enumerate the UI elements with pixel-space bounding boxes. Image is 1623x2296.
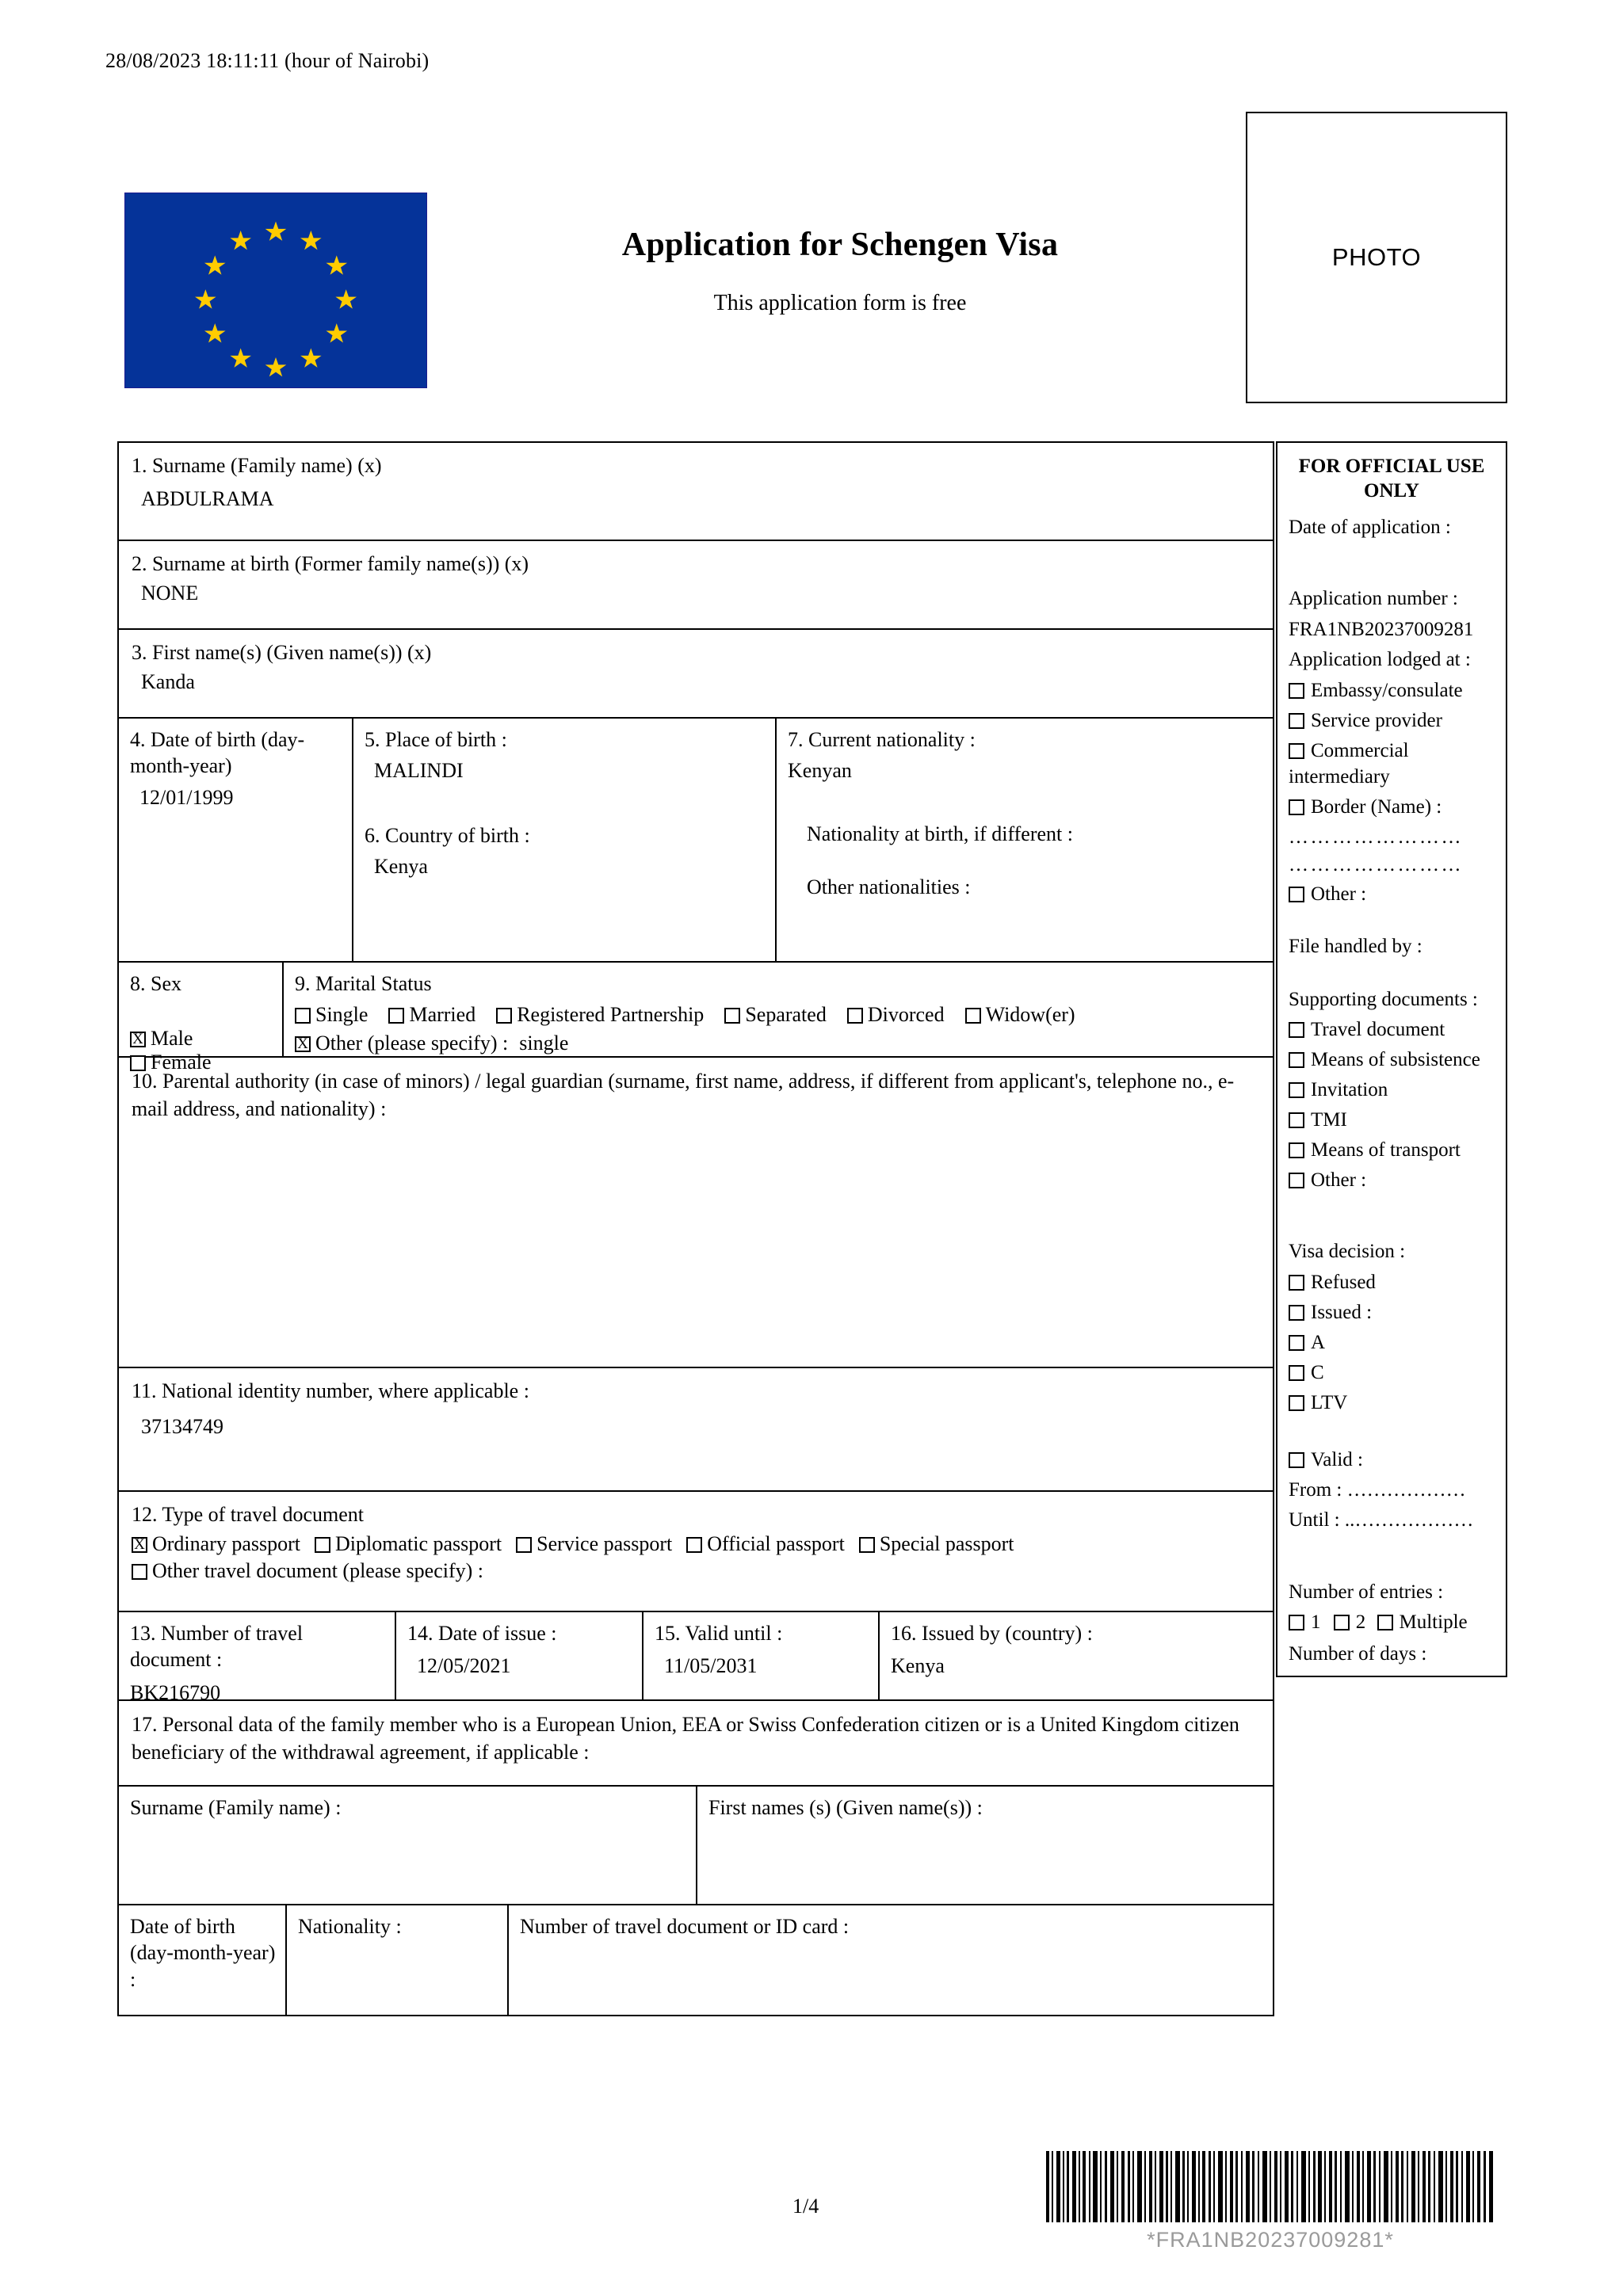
visa-decision-c-label: C	[1311, 1361, 1324, 1383]
visa-decision-refused-label: Refused	[1311, 1271, 1376, 1293]
field-2-label: 2. Surname at birth (Former family name(s)) (x)	[132, 552, 529, 575]
doc-option-ordinary-passport-label: Ordinary passport	[152, 1532, 301, 1556]
checkbox-widow-icon[interactable]	[965, 1008, 981, 1024]
field-14-value[interactable]: 12/05/2021	[417, 1654, 511, 1678]
checkbox-entries-1-icon[interactable]	[1289, 1615, 1304, 1630]
border-dotted-line-2[interactable]: ……………………	[1289, 853, 1463, 875]
checkbox-embassy-consulate-icon[interactable]	[1289, 683, 1304, 699]
support-option-travel-document-label: Travel document	[1311, 1019, 1445, 1040]
marital-option-divorced[interactable]	[847, 1003, 945, 1027]
field-16-cell	[880, 1612, 1273, 1699]
sex-option-male-label: Male	[151, 1027, 193, 1051]
doc-option-service-passport-label: Service passport	[537, 1532, 673, 1556]
checkbox-married-icon[interactable]	[388, 1008, 404, 1024]
doc-option-official-passport[interactable]	[686, 1532, 845, 1556]
visa-decision-c[interactable]	[1277, 1360, 1506, 1386]
field-5-label: 5. Place of birth :	[365, 728, 507, 751]
checkbox-visa-c-icon[interactable]	[1289, 1365, 1304, 1381]
checkbox-official-passport-icon[interactable]	[686, 1537, 702, 1553]
marital-option-married-label: Married	[409, 1003, 476, 1027]
checkbox-visa-a-icon[interactable]	[1289, 1335, 1304, 1351]
field-17-label: 17. Personal data of the family member who is a European Union, EEA or Swiss Confederation citizen or is a United Kingdom citizen beneficiary of the withdrawal agreement, if applicable :	[132, 1713, 1239, 1764]
application-number-value: FRA1NB20237009281	[1289, 618, 1474, 640]
fields-8-9-row	[119, 963, 1273, 1074]
other-nationalities-label: Other nationalities :	[807, 875, 971, 899]
checkbox-issued-icon[interactable]	[1289, 1305, 1304, 1321]
marital-other-value[interactable]: single	[519, 1032, 569, 1055]
field-10-label: 10. Parental authority (in case of minors) / legal guardian (surname, first name, address, if different from applicant's, telephone no., e-mail address, and nationality) :	[132, 1070, 1235, 1121]
field-4-label: 4. Date of birth (day-month-year)	[130, 728, 305, 778]
entries-option-multiple-label: Multiple	[1399, 1611, 1468, 1633]
checkbox-commercial-intermediary-icon[interactable]	[1289, 743, 1304, 759]
checkbox-entries-multiple-icon[interactable]	[1377, 1615, 1393, 1630]
field-13-value[interactable]: BK216790	[130, 1680, 221, 1704]
field-17-details-row	[119, 1905, 1273, 2015]
checkbox-other-travel-document-icon[interactable]	[132, 1564, 147, 1580]
checkbox-separated-icon[interactable]	[724, 1008, 740, 1024]
checkbox-lodged-other-icon[interactable]	[1289, 887, 1304, 902]
checkbox-means-of-transport-icon[interactable]	[1289, 1142, 1304, 1158]
lodged-option-commercial-intermediary[interactable]	[1277, 738, 1506, 790]
checkbox-invitation-icon[interactable]	[1289, 1082, 1304, 1098]
barcode-text: *FRA1NB20237009281*	[1147, 2228, 1394, 2252]
field-4-cell	[119, 719, 353, 961]
support-option-invitation[interactable]	[1277, 1077, 1506, 1103]
marital-option-married[interactable]	[388, 1003, 475, 1027]
official-use-title: FOR OFFICIAL USE ONLY	[1298, 456, 1485, 502]
field-14-cell	[396, 1612, 643, 1699]
visa-valid-label: Valid :	[1311, 1448, 1363, 1470]
lodged-option-service-provider-label: Service provider	[1311, 709, 1442, 731]
marital-option-separated[interactable]	[724, 1003, 827, 1027]
field-1-value[interactable]: ABDULRAMA	[141, 487, 274, 511]
visa-decision-issued-label: Issued :	[1311, 1301, 1373, 1323]
sex-option-male[interactable]	[130, 1027, 193, 1051]
support-option-other-label: Other :	[1311, 1169, 1367, 1191]
marital-option-single[interactable]	[295, 1003, 368, 1027]
doc-option-service-passport[interactable]	[516, 1532, 672, 1556]
support-option-other[interactable]	[1277, 1167, 1506, 1193]
lodged-option-embassy[interactable]	[1277, 677, 1506, 704]
marital-option-registered-partnership-label: Registered Partnership	[517, 1003, 705, 1027]
marital-option-separated-label: Separated	[745, 1003, 827, 1027]
field-15-cell	[643, 1612, 880, 1699]
barcode-block	[1044, 2151, 1496, 2252]
support-option-means-of-transport[interactable]	[1277, 1137, 1506, 1163]
checkbox-travel-document-icon[interactable]	[1289, 1022, 1304, 1038]
eu-flag-icon	[124, 193, 427, 388]
field-4-value[interactable]: 12/01/1999	[139, 785, 234, 809]
doc-option-special-passport[interactable]	[859, 1532, 1014, 1556]
field-6-label: 6. Country of birth :	[365, 824, 530, 848]
checkbox-single-icon[interactable]	[295, 1008, 311, 1024]
visa-decision-ltv[interactable]	[1277, 1390, 1506, 1416]
barcode-image	[1044, 2151, 1496, 2222]
field-7-label: 7. Current nationality :	[788, 728, 976, 751]
entries-option-2-label: 2	[1355, 1611, 1366, 1633]
lodged-option-border[interactable]	[1277, 794, 1506, 820]
checkbox-tmi-icon[interactable]	[1289, 1112, 1304, 1128]
doc-option-other[interactable]	[132, 1559, 483, 1583]
field-17-row	[119, 1701, 1273, 1787]
lodged-option-embassy-label: Embassy/consulate	[1311, 679, 1463, 701]
field-7-cell	[777, 719, 1273, 961]
page-subtitle: This application form is free	[713, 291, 967, 315]
support-option-invitation-label: Invitation	[1311, 1079, 1388, 1100]
field-17-names-row	[119, 1787, 1273, 1905]
field-16-label: 16. Issued by (country) :	[891, 1622, 1093, 1645]
field-11-row	[119, 1368, 1273, 1492]
number-of-entries-options[interactable]	[1277, 1609, 1506, 1635]
visa-valid-option[interactable]	[1277, 1447, 1506, 1473]
field-5-value[interactable]: MALINDI	[374, 759, 464, 783]
field-1-label: 1. Surname (Family name) (x)	[132, 454, 382, 477]
field-2-value[interactable]: NONE	[141, 582, 199, 605]
field-12-label: 12. Type of travel document	[132, 1503, 365, 1526]
checkbox-visa-ltv-icon[interactable]	[1289, 1395, 1304, 1411]
visa-decision-a[interactable]	[1277, 1329, 1506, 1356]
field-13-label: 13. Number of travel document :	[130, 1622, 304, 1672]
page-title: Application for Schengen Visa	[621, 227, 1059, 263]
checkbox-registered-partnership-icon[interactable]	[496, 1008, 512, 1024]
checkbox-refused-icon[interactable]	[1289, 1275, 1304, 1291]
checkbox-marital-other-icon[interactable]	[295, 1036, 311, 1052]
checkbox-diplomatic-passport-icon[interactable]	[315, 1537, 330, 1553]
family-member-nationality-label: Nationality :	[298, 1915, 402, 1938]
field-8-cell	[119, 963, 284, 1074]
fields-13-16-row	[119, 1612, 1273, 1704]
checkbox-special-passport-icon[interactable]	[859, 1537, 875, 1553]
family-member-doc-number-label: Number of travel document or ID card :	[520, 1915, 850, 1938]
checkbox-entries-2-icon[interactable]	[1334, 1615, 1350, 1630]
checkbox-divorced-icon[interactable]	[847, 1008, 863, 1024]
support-option-tmi[interactable]	[1277, 1107, 1506, 1133]
field-3-label: 3. First name(s) (Given name(s)) (x)	[132, 641, 432, 664]
doc-option-other-label: Other travel document (please specify) :	[152, 1559, 483, 1583]
fields-4-7-row	[119, 719, 1273, 963]
application-lodged-at-label: Application lodged at :	[1289, 649, 1471, 670]
field-10-row	[119, 1058, 1273, 1368]
field-11-label: 11. National identity number, where applicable :	[132, 1379, 529, 1402]
marital-option-other[interactable]	[295, 1032, 508, 1055]
field-9-cell	[284, 963, 1273, 1056]
photo-placeholder-box	[1246, 112, 1507, 403]
field-6-value[interactable]: Kenya	[374, 855, 428, 879]
family-member-firstnames-label: First names (s) (Given name(s)) :	[708, 1796, 983, 1819]
doc-option-ordinary-passport[interactable]	[132, 1532, 300, 1556]
field-1-row	[119, 443, 1273, 541]
page-number: 1/4	[792, 2195, 819, 2218]
field-14-label: 14. Date of issue :	[407, 1622, 557, 1645]
field-3-row	[119, 630, 1273, 719]
photo-label: PHOTO	[1331, 243, 1422, 271]
support-option-means-of-subsistence[interactable]	[1277, 1047, 1506, 1073]
doc-option-official-passport-label: Official passport	[707, 1532, 845, 1556]
lodged-option-other[interactable]	[1277, 881, 1506, 907]
visa-decision-refused[interactable]	[1277, 1269, 1506, 1295]
supporting-documents-label: Supporting documents :	[1289, 988, 1478, 1010]
marital-option-single-label: Single	[315, 1003, 369, 1027]
marital-option-widow-label: Widow(er)	[985, 1003, 1075, 1027]
date-of-application-label: Date of application :	[1289, 516, 1451, 538]
visa-decision-a-label: A	[1311, 1331, 1326, 1353]
border-dotted-line-1[interactable]: ……………………	[1289, 826, 1463, 848]
file-handled-by-label: File handled by :	[1289, 936, 1423, 957]
application-number-label: Application number :	[1289, 588, 1458, 609]
family-member-doc-number-cell	[509, 1905, 1273, 2015]
field-16-value[interactable]: Kenya	[891, 1654, 945, 1678]
checkbox-border-icon[interactable]	[1289, 799, 1304, 815]
field-15-label: 15. Valid until :	[655, 1622, 783, 1645]
marital-option-registered-partnership[interactable]	[496, 1003, 704, 1027]
doc-option-diplomatic-passport[interactable]	[315, 1532, 502, 1556]
marital-option-divorced-label: Divorced	[867, 1003, 945, 1027]
field-3-value[interactable]: Kanda	[141, 670, 195, 694]
field-13-cell	[119, 1612, 396, 1704]
lodged-option-other-label: Other :	[1311, 883, 1367, 905]
field-12-row	[119, 1492, 1273, 1612]
fields-5-6-cell	[353, 719, 777, 961]
for-official-use-panel	[1276, 441, 1507, 1677]
checkbox-ordinary-passport-icon[interactable]	[132, 1537, 147, 1553]
family-member-dob-label: Date of birth (day-month-year) :	[130, 1915, 276, 1991]
number-of-entries-label: Number of entries :	[1289, 1581, 1444, 1603]
lodged-option-commercial-intermediary-label: Commercial intermediary	[1289, 739, 1409, 788]
checkbox-male-icon[interactable]	[130, 1032, 146, 1047]
number-of-days-label: Number of days :	[1289, 1643, 1427, 1665]
marital-option-widow[interactable]	[965, 1003, 1075, 1027]
valid-until-line[interactable]: Until : ..………………	[1289, 1509, 1474, 1531]
visa-decision-label: Visa decision :	[1289, 1241, 1406, 1262]
field-2-row	[119, 541, 1273, 630]
support-option-means-of-subsistence-label: Means of subsistence	[1311, 1049, 1480, 1070]
nationality-at-birth-label: Nationality at birth, if different :	[807, 822, 1073, 846]
checkbox-service-provider-icon[interactable]	[1289, 713, 1304, 729]
marital-option-other-label: Other (please specify) :	[315, 1032, 509, 1055]
field-7-value[interactable]: Kenyan	[788, 759, 852, 783]
lodged-option-service-provider[interactable]	[1277, 707, 1506, 734]
visa-decision-issued[interactable]	[1277, 1299, 1506, 1325]
support-option-means-of-transport-label: Means of transport	[1311, 1139, 1461, 1161]
entries-option-1-label: 1	[1311, 1611, 1321, 1633]
family-member-nationality-cell	[287, 1905, 509, 2015]
application-form-table	[117, 441, 1274, 2016]
family-member-surname-cell	[119, 1787, 697, 1904]
doc-option-special-passport-label: Special passport	[879, 1532, 1014, 1556]
checkbox-support-other-icon[interactable]	[1289, 1173, 1304, 1188]
family-member-surname-label: Surname (Family name) :	[130, 1796, 342, 1819]
checkbox-service-passport-icon[interactable]	[516, 1537, 532, 1553]
family-member-dob-cell	[119, 1905, 287, 2015]
field-15-value[interactable]: 11/05/2031	[664, 1654, 758, 1678]
field-11-value[interactable]: 37134749	[141, 1415, 223, 1439]
doc-option-diplomatic-passport-label: Diplomatic passport	[335, 1532, 502, 1556]
support-option-tmi-label: TMI	[1311, 1109, 1347, 1131]
generation-timestamp: 28/08/2023 18:11:11 (hour of Nairobi)	[105, 49, 430, 72]
support-option-travel-document[interactable]	[1277, 1016, 1506, 1043]
lodged-option-border-label: Border (Name) :	[1311, 795, 1442, 818]
checkbox-valid-icon[interactable]	[1289, 1452, 1304, 1468]
visa-decision-ltv-label: LTV	[1311, 1391, 1348, 1413]
valid-from-line[interactable]: From : ………………	[1289, 1478, 1466, 1501]
field-9-label: 9. Marital Status	[295, 972, 432, 995]
sex-option-female-label: Female	[151, 1051, 212, 1074]
field-8-label: 8. Sex	[130, 972, 181, 995]
family-member-firstnames-cell	[697, 1787, 1273, 1904]
title-block	[444, 226, 1236, 316]
checkbox-means-of-subsistence-icon[interactable]	[1289, 1052, 1304, 1068]
